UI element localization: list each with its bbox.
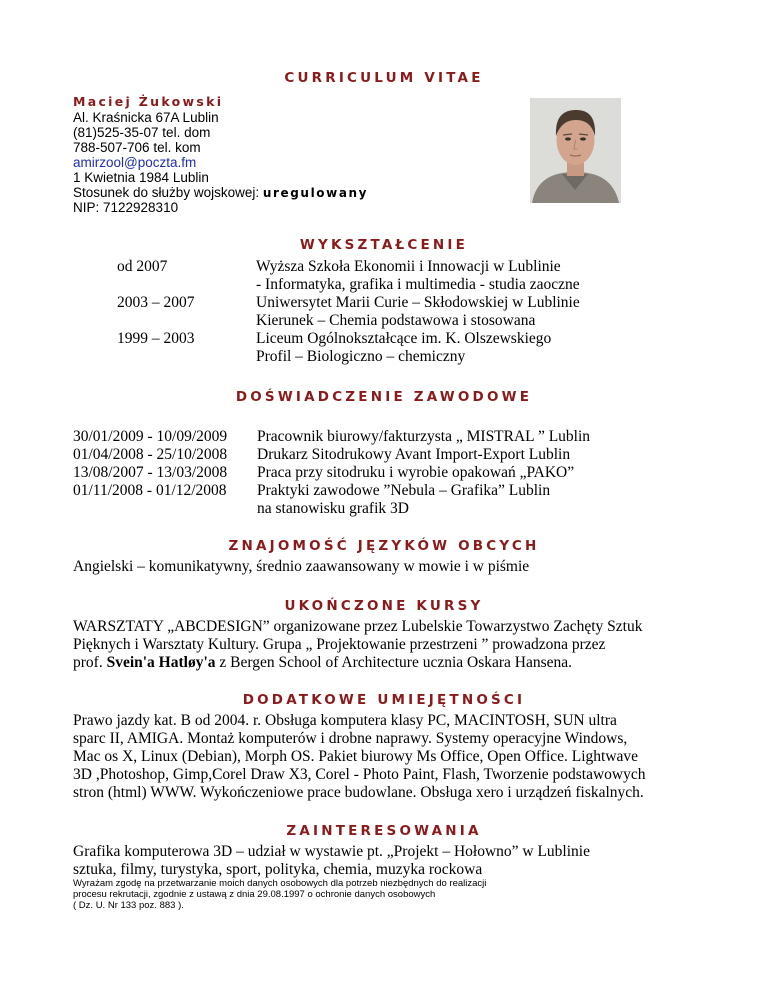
experience-text: Praktyki zawodowe ”Nebula – Grafika” Lublin bbox=[257, 482, 551, 499]
education-heading: WYKSZTAŁCENIE bbox=[299, 237, 469, 253]
skills-line: Mac os X, Linux (Debian), Morph OS. Pakiet biurowy Ms Office, Open Office. Lightwave bbox=[73, 748, 639, 765]
military-status: Stosunek do służby wojskowej: uregulowany bbox=[73, 185, 369, 200]
skills-line: Prawo jazdy kat. B od 2004. r. Obsługa komputera klasy PC, MACINTOSH, SUN ultra bbox=[73, 712, 617, 729]
phone-home: (81)525-35-07 tel. dom bbox=[73, 125, 211, 140]
interests-line: sztuka, filmy, turystyka, sport, polityka, chemia, muzyka rockowa bbox=[73, 861, 483, 878]
interests-heading: ZAINTERESOWANIA bbox=[286, 823, 482, 839]
education-line: Profil – Biologiczno – chemiczny bbox=[256, 348, 466, 365]
experience-continuation: na stanowisku grafik 3D bbox=[257, 500, 409, 517]
education-period: od 2007 bbox=[117, 258, 168, 275]
page-title: CURRICULUM VITAE bbox=[284, 70, 484, 86]
skills-line: 3D ,Photoshop, Gimp,Corel Draw X3, Corel - Photo Paint, Flash, Tworzenie podstawowych bbox=[73, 766, 646, 783]
experience-period: 13/08/2007 - 13/03/2008 bbox=[73, 464, 228, 481]
nip-number: NIP: 7122928310 bbox=[73, 200, 179, 215]
languages-heading: ZNAJOMOŚĆ JĘZYKÓW OBCYCH bbox=[228, 538, 540, 554]
portrait-photo bbox=[530, 98, 621, 203]
experience-text: Pracownik biurowy/fakturzysta „ MISTRAL ” Lublin bbox=[257, 428, 591, 445]
candidate-name: Maciej Żukowski bbox=[73, 94, 224, 109]
birth-info: 1 Kwietnia 1984 Lublin bbox=[73, 170, 209, 185]
interests-line: Grafika komputerowa 3D – udział w wystawie pt. „Projekt – Hołowno” w Lublinie bbox=[73, 843, 590, 860]
consent-line: procesu rekrutacji, zgodnie z ustawą z dnia 29.08.1997 o ochronie danych osobowych bbox=[73, 889, 436, 900]
phone-mobile: 788-507-706 tel. kom bbox=[73, 140, 201, 155]
courses-line: WARSZTATY „ABCDESIGN” organizowane przez Lubelskie Towarzystwo Zachęty Sztuk bbox=[73, 618, 643, 635]
education-line: Uniwersytet Marii Curie – Skłodowskiej w Lublinie bbox=[256, 294, 580, 311]
consent-line: ( Dz. U. Nr 133 poz. 883 ). bbox=[73, 900, 184, 911]
experience-period: 01/04/2008 - 25/10/2008 bbox=[73, 446, 228, 463]
languages-text: Angielski – komunikatywny, średnio zaawansowany w mowie i w piśmie bbox=[73, 558, 530, 575]
education-line: Wyższa Szkoła Ekonomii i Innowacji w Lublinie bbox=[256, 258, 561, 275]
email-link[interactable]: amirzool@poczta.fm bbox=[73, 155, 197, 170]
skills-heading: DODATKOWE UMIEJĘTNOŚCI bbox=[242, 692, 526, 708]
courses-line: prof. Svein'a Hatløy'a z Bergen School of Architecture ucznia Oskara Hansena. bbox=[73, 654, 573, 671]
experience-text: Drukarz Sitodrukowy Avant Import-Export Lublin bbox=[257, 446, 571, 463]
skills-line: sparc II, AMIGA. Montaż komputerów i drobne naprawy. Systemy operacyjne Windows, bbox=[73, 730, 628, 747]
experience-heading: DOŚWIADCZENIE ZAWODOWE bbox=[235, 389, 533, 405]
address: Al. Kraśnicka 67A Lublin bbox=[73, 110, 219, 125]
consent-line: Wyrażam zgodę na przetwarzanie moich danych osobowych dla potrzeb niezbędnych do realizacji bbox=[73, 878, 487, 889]
education-period: 2003 – 2007 bbox=[117, 294, 195, 311]
education-line: Kierunek – Chemia podstawowa i stosowana bbox=[256, 312, 536, 329]
education-line: - Informatyka, grafika i multimedia - studia zaoczne bbox=[256, 276, 580, 293]
experience-period: 30/01/2009 - 10/09/2009 bbox=[73, 428, 228, 445]
courses-heading: UKOŃCZONE KURSY bbox=[284, 598, 484, 614]
experience-text: Praca przy sitodruku i wyrobie opakowań „PAKO” bbox=[257, 464, 575, 481]
courses-line: Pięknych i Warsztaty Kultury. Grupa „ Projektowanie przestrzeni ” prowadzona przez bbox=[73, 636, 606, 653]
portrait-photo-icon bbox=[530, 98, 621, 203]
experience-period: 01/11/2008 - 01/12/2008 bbox=[73, 482, 227, 499]
skills-line: stron (html) WWW. Wykończeniowe prace budowlane. Obsługa xero i urządzeń fiskalnych. bbox=[73, 784, 644, 801]
education-period: 1999 – 2003 bbox=[117, 330, 195, 347]
education-line: Liceum Ogólnokształcące im. K. Olszewskiego bbox=[256, 330, 552, 347]
instructor-name: Svein'a Hatløy'a bbox=[106, 654, 216, 671]
